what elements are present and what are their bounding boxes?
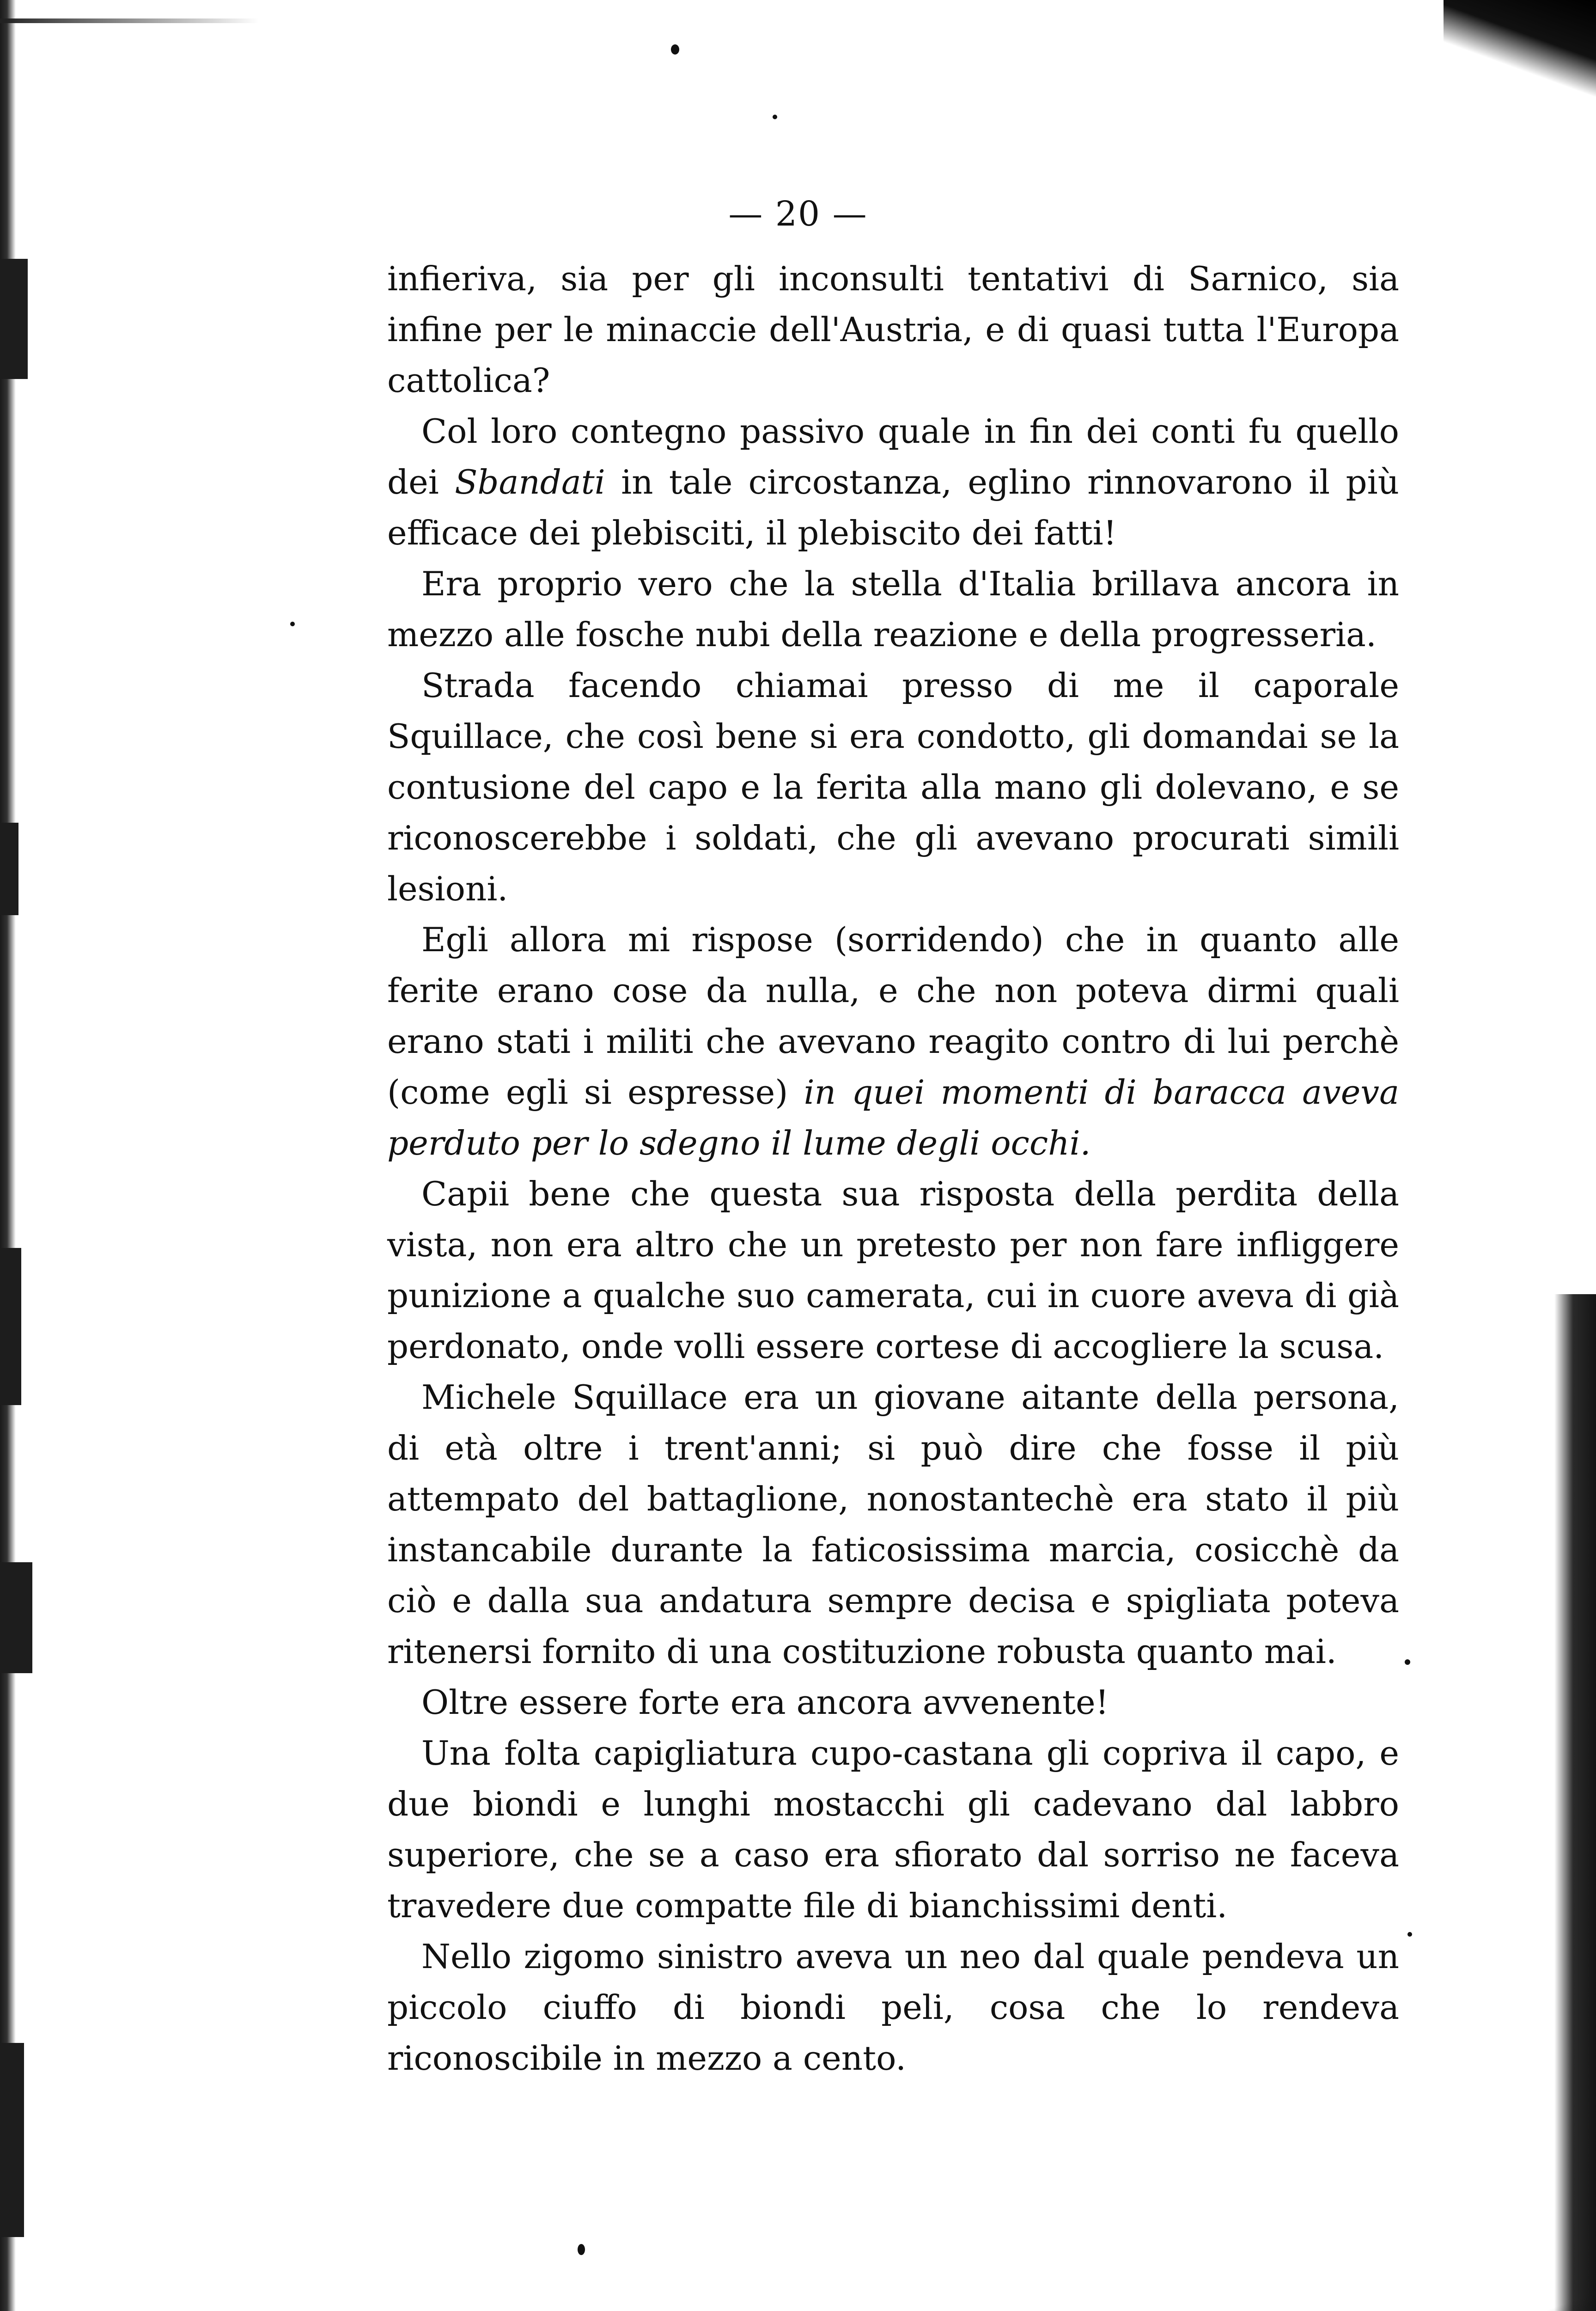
scan-corner-top-right	[1444, 0, 1596, 102]
paragraph: Oltre essere forte era ancora avvenente!	[421, 1683, 1109, 1722]
paragraph: Egli allora mi rispose (sorridendo) che in quanto alle ferite erano cose da nulla, e che non poteva dirmi quali erano stati i militi che avevano reagito contro di lui perchè (come egli si espresse) in quei momenti di baracca aveva perduto per lo sdegno il lume degli occhi.	[387, 920, 1399, 1162]
scan-top-line	[0, 18, 259, 23]
paragraph: Strada facendo chiamai presso di me il caporale Squillace, che così bene si era condotto, gli domandai se la contusione del capo e la ferita alla mano gli dolevano, e se riconoscerebbe i soldati, che gli avevano procurati simili lesioni.	[387, 666, 1399, 908]
scan-speck	[1405, 1659, 1410, 1665]
scan-corner-bottom-right	[1457, 2278, 1596, 2311]
scan-blot	[0, 1562, 32, 1673]
paragraph: Capii bene che questa sua risposta della perdita della vista, non era altro che un pretesto per non fare infliggere punizione a qualche suo camerata, cui in cuore aveva di già perdonato, onde volli essere cortese di accogliere la scusa.	[387, 1174, 1399, 1366]
scan-blot	[0, 2043, 24, 2237]
scan-speck	[671, 44, 679, 55]
italic-quote: in quei momenti di baracca aveva perduto per lo sdegno il lume degli occhi.	[387, 1073, 1399, 1162]
scan-speck	[578, 2244, 585, 2255]
paragraph: infieriva, sia per gli inconsulti tentativi di Sarnico, sia infine per le minaccie dell'Austria, e di quasi tutta l'Europa cattolica?	[387, 259, 1399, 400]
paragraph: Era proprio vero che la stella d'Italia brillava ancora in mezzo alle fosche nubi della reazione e della progresseria.	[387, 564, 1399, 654]
scan-speck	[1407, 1932, 1412, 1937]
body-text	[387, 253, 1399, 2084]
scan-blot	[0, 1248, 21, 1405]
paragraph: Col loro contegno passivo quale in fin dei conti fu quello dei Sbandati in tale circostanza, eglino rinnovarono il più efficace dei plebisciti, il plebiscito dei fatti!	[387, 412, 1399, 552]
scan-speck	[290, 622, 295, 626]
paragraph: Una folta capigliatura cupo-castana gli copriva il capo, e due biondi e lunghi mostacchi gli cadevano dal labbro superiore, che se a caso era sfiorato dal sorriso ne faceva travedere due compatte file di bianchissimi denti.	[387, 1734, 1399, 1925]
page-number: — 20 —	[728, 194, 868, 234]
paragraph: Michele Squillace era un giovane aitante della persona, di età oltre i trent'anni; si può dire che fosse il più attempato del battaglione, nonostantechè era stato il più instancabile durante la faticosissima marcia, cosicchè da ciò e dalla sua andatura sempre decisa e spigliata poteva ritenersi fornito di una costituzione robusta quanto mai.	[387, 1378, 1399, 1671]
scan-blot	[0, 823, 18, 915]
scan-edge-right	[1554, 1294, 1596, 2311]
italic-term: Sbandati	[455, 463, 605, 501]
scan-speck	[773, 115, 777, 119]
paragraph: Nello zigomo sinistro aveva un neo dal quale pendeva un piccolo ciuffo di biondi peli, cosa che lo rendeva riconoscibile in mezzo a cento.	[387, 1937, 1399, 2078]
scan-blot	[0, 259, 28, 379]
